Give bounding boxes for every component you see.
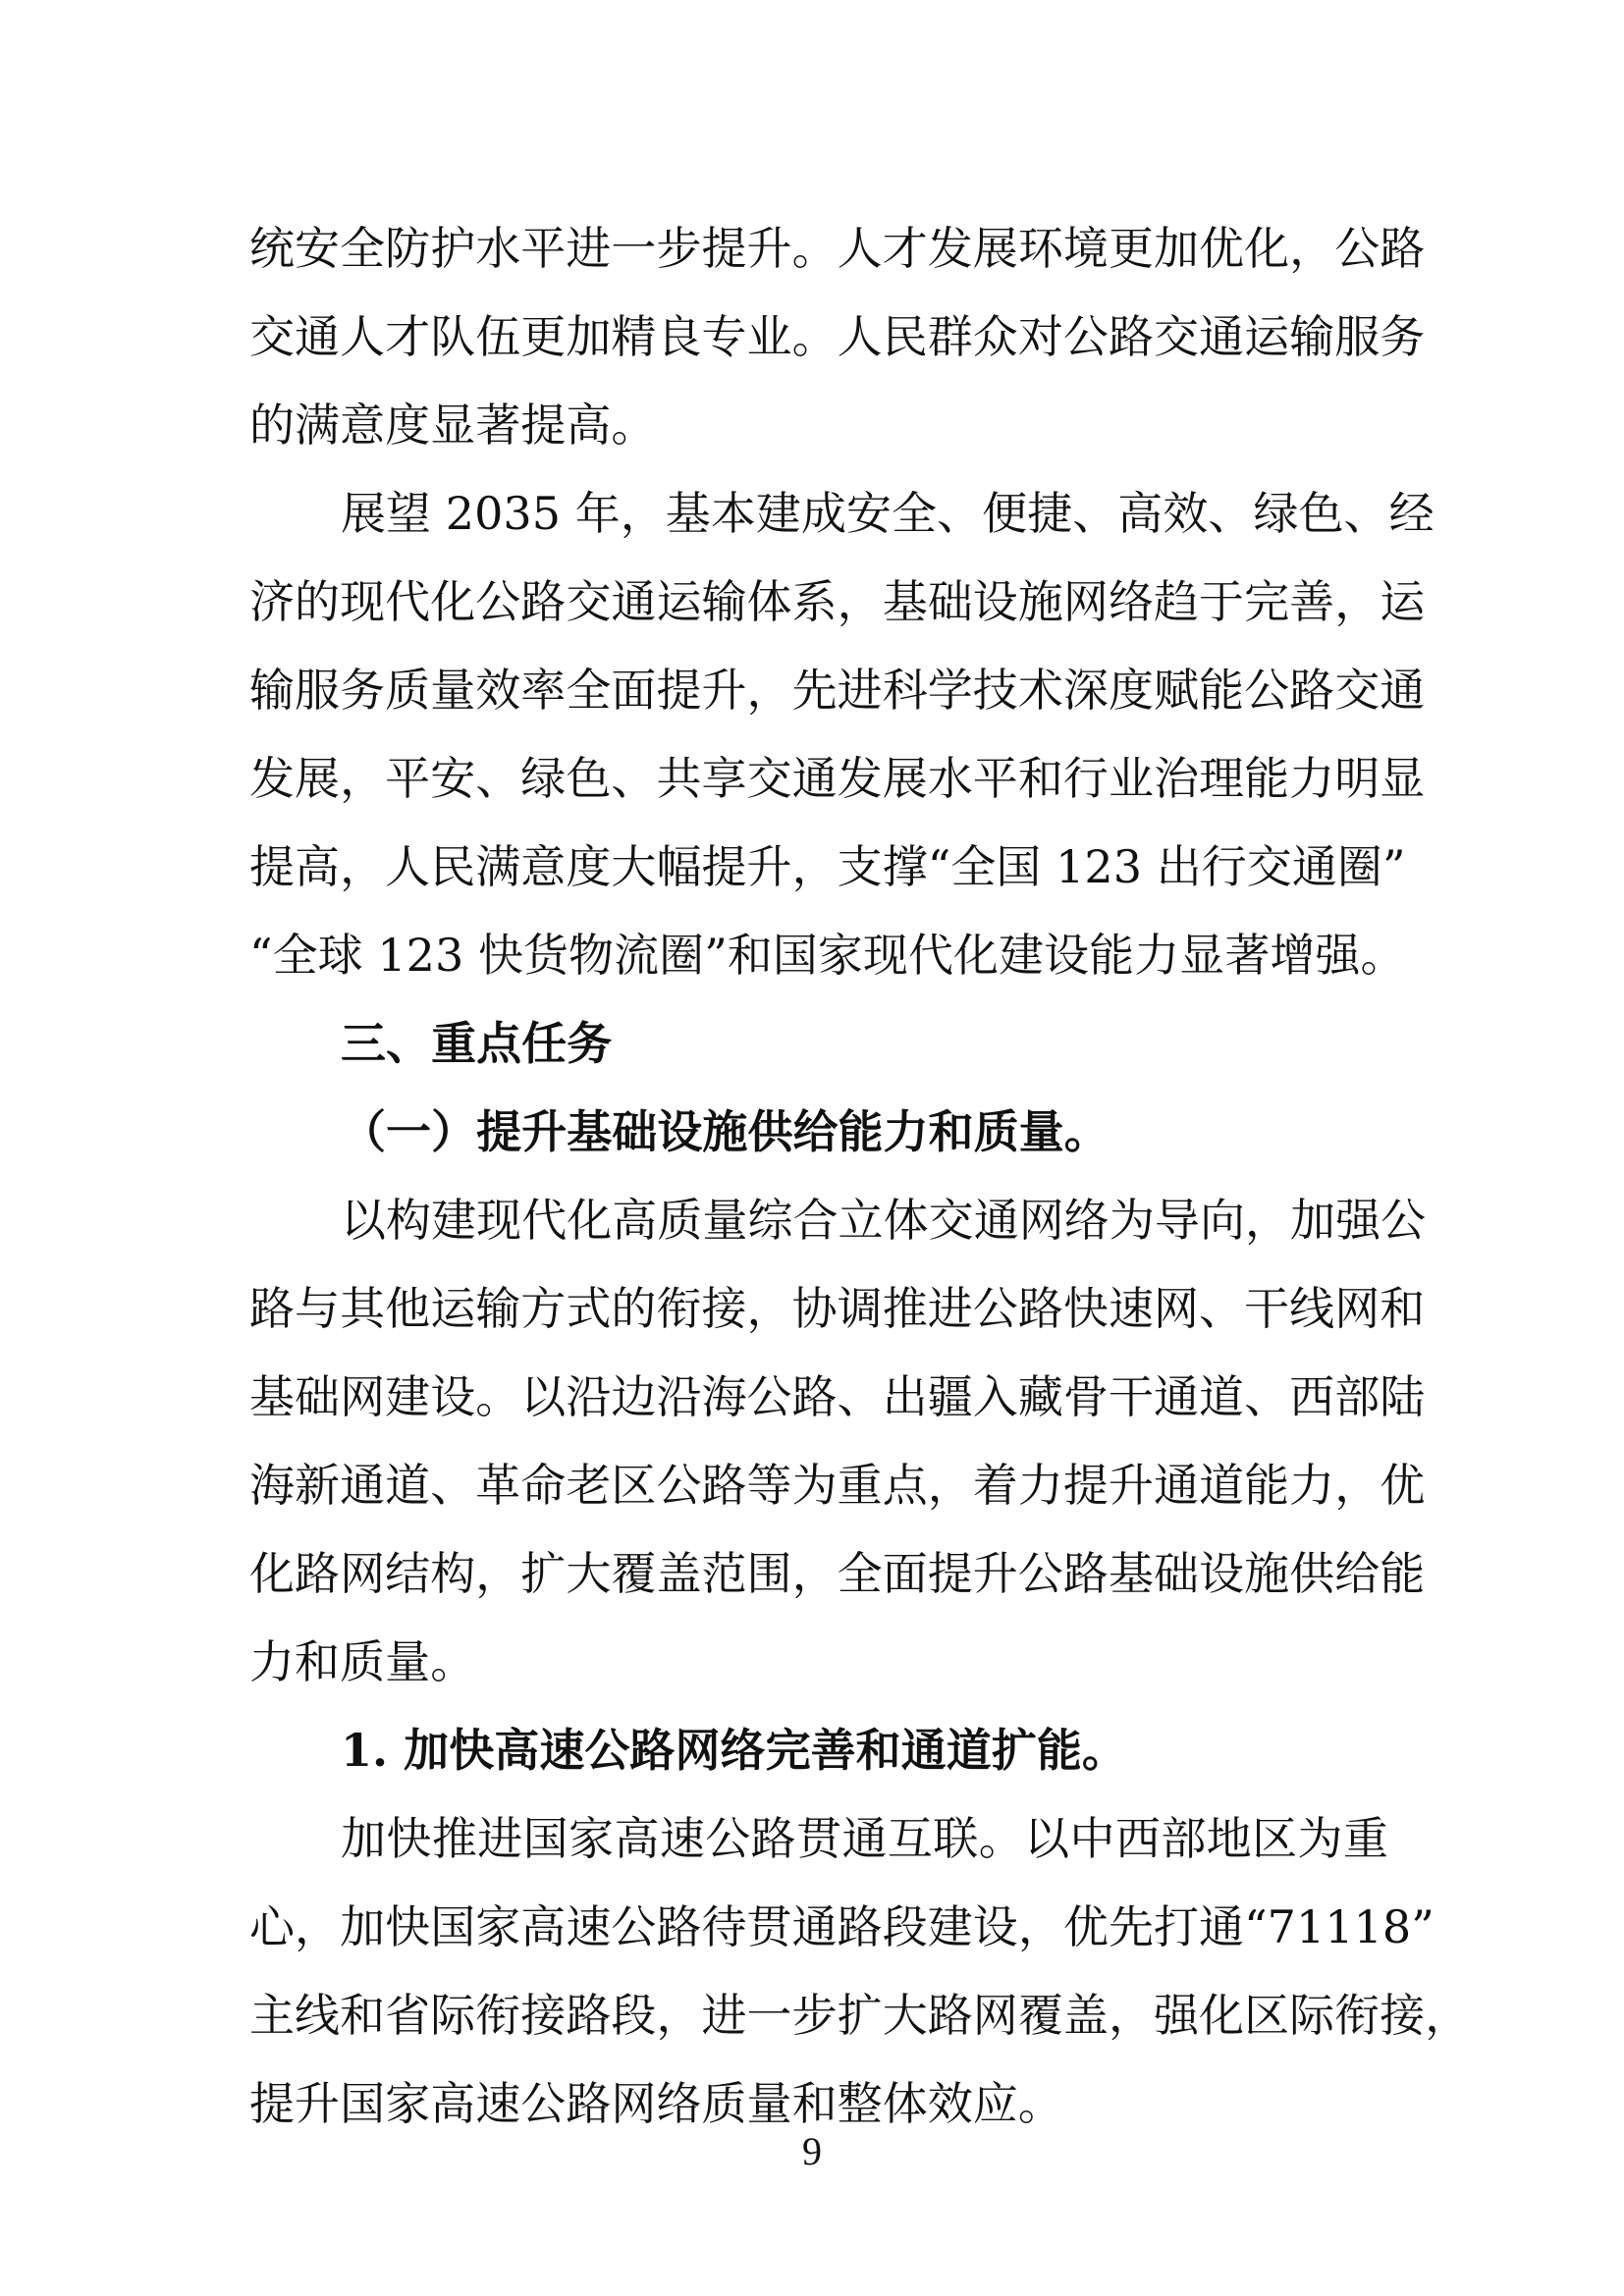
paragraph-line: 展望 2035 年，基本建成安全、便捷、高效、绿色、经 [341,487,1435,540]
paragraph-line: 的满意度显著提高。 [249,399,657,452]
paragraph-line: 交通人才队伍更加精良专业。人民群众对公路交通运输服务 [249,310,1426,363]
paragraph-line: 力和质量。 [249,1635,476,1688]
paragraph-line: 提升国家高速公路网络质量和整体效应。 [249,2077,1063,2130]
paragraph-line: 提高，人民满意度大幅提升，支撑“全国 123 出行交通圈” [249,840,1406,893]
paragraph-line: 加快推进国家高速公路贯通互联。以中西部地区为重 [341,1812,1388,1865]
body-text [249,204,1471,2148]
paragraph-line: 发展，平安、绿色、共享交通发展水平和行业治理能力明显 [249,752,1426,805]
paragraph-line: 心，加快国家高速公路待贯通路段建设，优先打通“71118” [249,1900,1435,1953]
paragraph-line: 海新通道、革命老区公路等为重点，着力提升通道能力，优 [249,1459,1426,1512]
section-heading: 三、重点任务 [341,1017,613,1070]
paragraph-line: 路与其他运输方式的衔接，协调推进公路快速网、干线网和 [249,1282,1426,1335]
item-heading: 1. 加快高速公路网络完善和通道扩能。 [341,1724,1127,1777]
paragraph-line: 基础网建设。以沿边沿海公路、出疆入藏骨干通道、西部陆 [249,1370,1426,1423]
paragraph-line: 济的现代化公路交通运输体系，基础设施网络趋于完善，运 [249,575,1426,628]
subsection-heading: （一）提升基础设施供给能力和质量。 [341,1105,1110,1158]
paragraph-line: 以构建现代化高质量综合立体交通网络为导向，加强公 [341,1194,1427,1247]
paragraph-line: 化路网结构，扩大覆盖范围，全面提升公路基础设施供给能 [249,1547,1426,1600]
paragraph-line: 统安全防护水平进一步提升。人才发展环境更加优化，公路 [249,222,1426,275]
page-number: 9 [802,2129,822,2173]
paragraph-line: 主线和省际衔接路段，进一步扩大路网覆盖，强化区际衔接， [249,1989,1471,2042]
paragraph-line: “全球 123 快货物流圈”和国家现代化建设能力显著增强。 [249,929,1406,982]
paragraph-line: 输服务质量效率全面提升，先进科学技术深度赋能公路交通 [249,664,1426,717]
